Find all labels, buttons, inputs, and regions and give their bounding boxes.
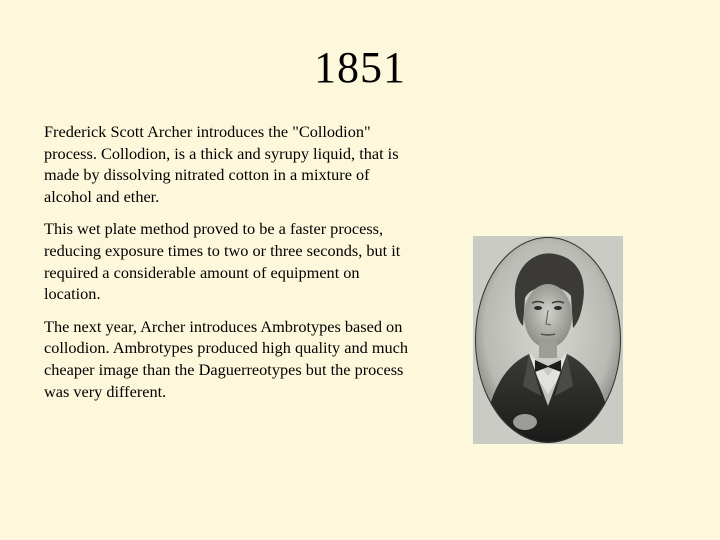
paragraph-collodion-intro: Frederick Scott Archer introduces the "Collodion" process. Collodion, is a thick and syrupy liquid, that is made by dissolving nitrated cotton in a mixture of alcohol and ether. [44, 122, 399, 206]
left-eye [534, 306, 542, 310]
portrait-image [473, 236, 623, 444]
paragraph-ambrotypes: The next year, Archer introduces Ambrotypes based on collodion. Ambrotypes produced high quality and much cheaper image than the Daguerreotypes but the process was very different. [44, 316, 409, 401]
right-eye [554, 306, 562, 310]
paragraph-wet-plate: This wet plate method proved to be a faster process, reducing exposure times to two or three seconds, but it required a considerable amount of equipment on location. [44, 219, 401, 304]
slide-body [44, 121, 414, 413]
hand [513, 414, 537, 430]
portrait-svg [473, 236, 623, 444]
neck [539, 342, 557, 358]
slide-title: 1851 [314, 43, 406, 92]
face-shape [524, 284, 572, 348]
